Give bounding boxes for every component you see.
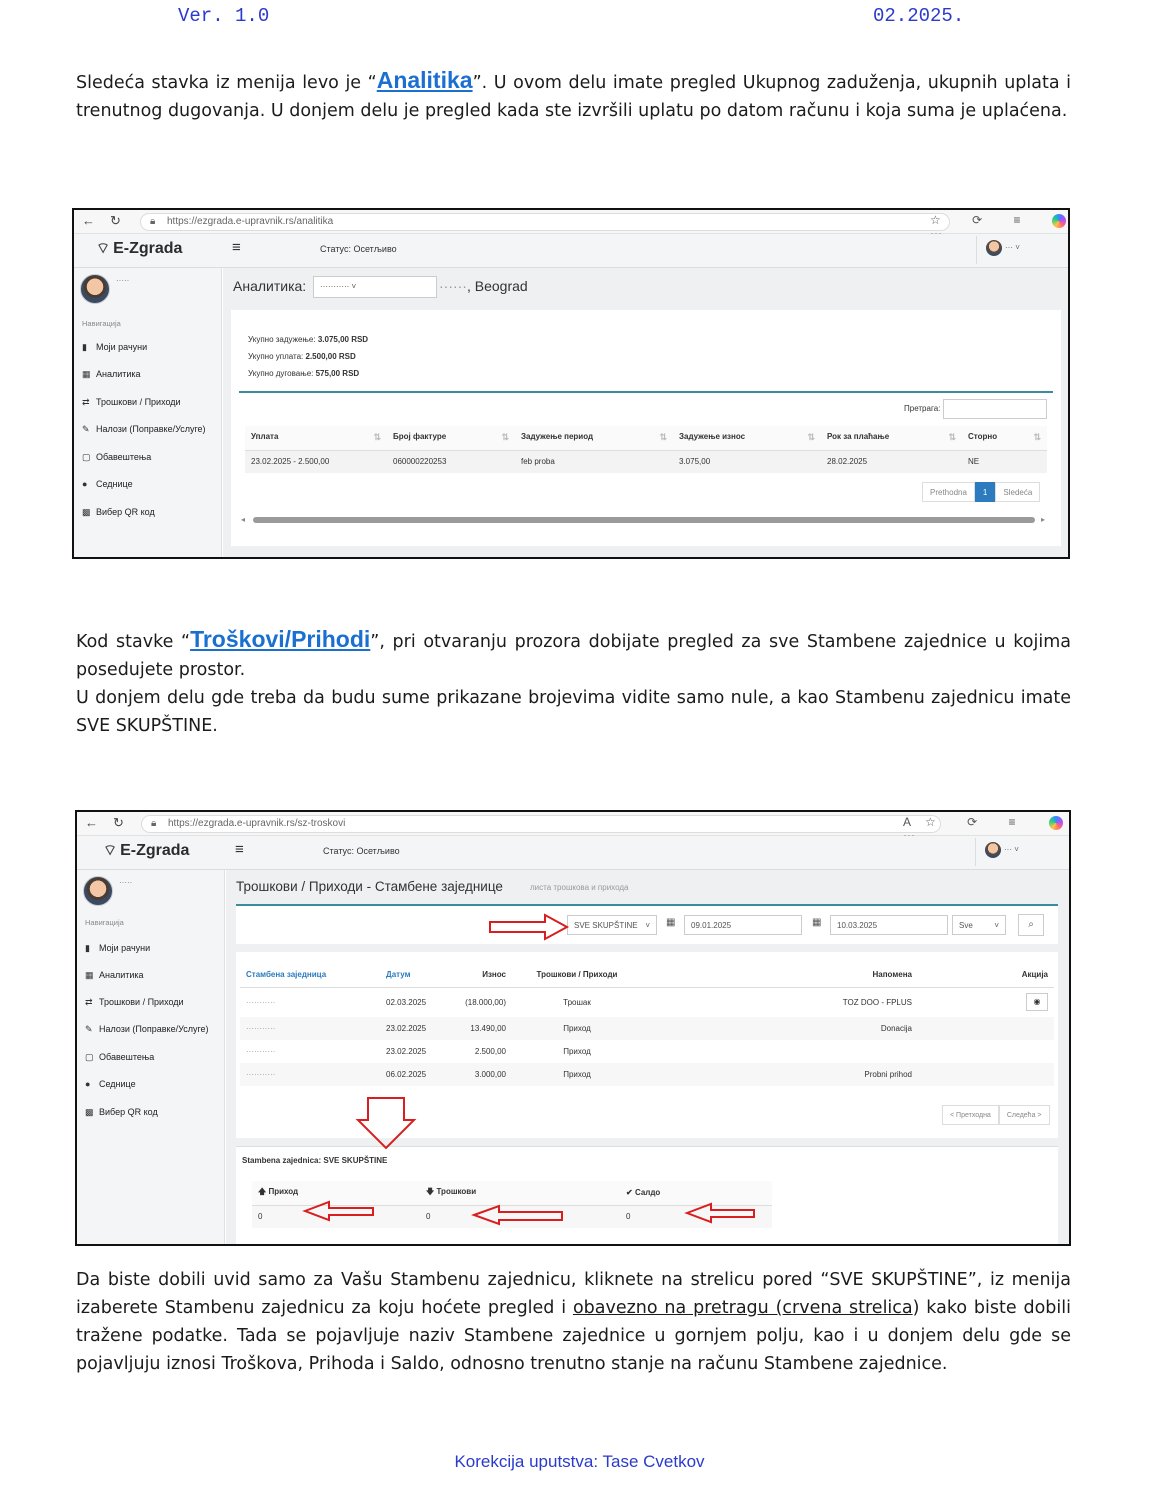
calendar-icon: ▦ [812,917,822,928]
page-title: Аналитика: [233,278,307,294]
paragraph-instrukcija: Da biste dobili uvid samo za Vašu Stambenu zajednicu, kliknete na strelicu pored “SVE SKUPŠTINE”, iz menija izaberete Stambenu zajednicu za koju hoćete pregled i obavezno na pretragu (crvena strelica) kako biste dobili tražene podatke. Tada se pojavljuje naziv Stambene zajednice u gornjem polju, kao i u donjem delu gde se pojavljuju iznosi Troškova, Prihoda i Saldo, odnosno trenutno stanje na računu Stambene zajednice. [76,1270,1071,1374]
status-text: Статус: Осетљиво [320,244,397,254]
back-icon[interactable]: ← [82,213,95,228]
browser-toolbar [77,812,1069,836]
wrench-icon: ✎ [85,1024,93,1034]
col-datum[interactable]: Датум [380,963,440,987]
copilot-icon[interactable] [1052,214,1066,228]
table-row: ··········· 23.02.2025 13.490,00 Приход Donacija [240,1017,1054,1040]
sidebar [74,268,222,557]
summary-table [252,1181,772,1228]
zajednica-select[interactable]: SVE SKUPŠTINE ˅ [567,915,657,935]
lock-icon: 🔒︎ [151,818,157,829]
sidebar-item-obavestenja[interactable]: ▢ Обавештења [82,452,152,462]
paragraph-analitika: Sledeća stavka iz menija levo je “Analitika”. U ovom delu imate pregled Ukupnog zaduženja, ukupnih uplata i trenutnog dugovanja. U donjem delu je pregled kada ste izvršili uplatu po datom računu i koja suma je uplaćena. [76,67,1071,121]
address-bar[interactable]: 🔒︎ https://ezgrada.e-upravnik.rs/sz-troskovi [141,815,941,833]
page-subtitle: листа трошкова и прихода [530,883,629,892]
chevron-down-icon: ˅ [994,921,999,930]
avatar [80,274,110,304]
main-content [223,268,1068,557]
summary-uplata: Укупно уплата: 2.500,00 RSD [248,352,356,361]
summary-title: Stambena zajednica: SVE SKUPŠTINE [242,1156,388,1165]
col-vrsta[interactable]: Трошкови / Приходи [512,963,642,987]
next-button[interactable]: Следећа > [999,1105,1050,1125]
address-bar[interactable]: 🔒︎ https://ezgrada.e-upravnik.rs/analitika [140,213,950,231]
chevron-down-icon: ˅ [645,921,650,930]
transactions-table [240,963,1054,1086]
col-zajednica[interactable]: Стамбена заједница [240,963,380,987]
lock-icon: 🔒︎ [150,216,156,227]
browser-toolbar [74,210,1068,234]
col-zaduzenje-iznos[interactable]: Задужење износ ⇅ [673,426,821,450]
col-prihod: 🡅︎ Приход [252,1181,420,1205]
hamburger-icon[interactable]: ≡ [235,841,244,858]
brand-logo[interactable]: ⌔ E-Zgrada [96,240,183,257]
col-akcija[interactable]: Акција [918,963,1054,987]
reload-icon[interactable]: ↻ [110,213,121,228]
screenshot-analitika [72,208,1070,559]
pagination [942,1105,1050,1125]
sidebar-item-analitika[interactable]: ▦ Аналитика [82,369,141,379]
col-broj-fakture[interactable]: Број фактуре ⇅ [387,426,515,450]
reload-icon[interactable]: ↻ [113,815,124,830]
summary-zaduzenje: Укупно задужење: 3.075,00 RSD [248,335,369,344]
table-row: 0 0 0 [252,1205,772,1228]
zajednica-select[interactable]: ··········· ˅ [313,276,437,298]
col-storno[interactable]: Сторно ⇅ [962,426,1047,450]
notice-icon: ▢ [85,1052,94,1062]
status-text: Статус: Осетљиво [323,846,400,856]
address-text: ······, Beograd [439,278,528,294]
col-troskovi: 🡇︎ Трошкови [420,1181,620,1205]
summary-dugovanje: Укупно дуговање: 575,00 RSD [248,369,360,378]
col-zaduzenje-period[interactable]: Задужење период ⇅ [515,426,673,450]
user-name-blurred: ····· [119,878,133,887]
file-icon: ▮ [85,943,90,953]
type-select[interactable]: Sve ˅ [952,915,1006,935]
highlight-troskovi: Troškovi/Prihodi [190,626,371,652]
sidebar [77,870,225,1244]
col-napomena[interactable]: Напомена [642,963,918,987]
table-row: ··········· 02.03.2025 (18.000,00) Трошак TOZ DOO - FPLUS ◉ [240,987,1054,1017]
table-row: 23.02.2025 - 2.500,00 060000220253 feb proba 3.075,00 28.02.2025 NE [245,450,1047,473]
highlight-analitika: Analitika [376,67,473,93]
col-rok[interactable]: Рок за плаћање ⇅ [821,426,962,450]
sidebar-item-obavestenja[interactable]: ▢ Обавештења [85,1052,155,1062]
calculator-icon: ▦ [85,970,94,980]
transactions-card [236,952,1058,1138]
avatar [986,240,1002,256]
sidebar-item-moji-racuni[interactable]: ▮ Моји рачуни [85,943,151,953]
exchange-icon: ⇄ [85,997,93,1007]
scroll-right-icon[interactable]: ▸ [1041,515,1046,524]
sidebar-item-nalozi[interactable]: ✎ Налози (Поправке/Услуге) [85,1024,209,1034]
footer-credit: Korekcija uputstva: Tase Cvetkov [454,1452,705,1471]
nav-header: Навигација [85,918,124,927]
wrench-icon: ✎ [82,424,90,434]
version-label: Ver. 1.0 [178,5,270,27]
date-to-input[interactable]: 10.03.2025 [830,915,948,935]
qr-icon: ▩ [85,1107,94,1117]
underlined-search-hint: obavezno na pretragu (crvena strelica [572,1298,913,1318]
chat-icon: ● [82,479,88,489]
app-header [74,234,1068,268]
wifi-icon: ⌔ [103,842,118,859]
view-eye-icon[interactable]: ◉ [1026,993,1048,1011]
search-input[interactable] [943,399,1047,419]
browser-icons[interactable]: ☆ ⟳ ≡ [930,213,1035,227]
browser-icons[interactable]: A☆ ⟳ ≡ [903,815,1030,829]
avatar [83,876,113,906]
sidebar-item-sednice[interactable]: ● Седнице [82,479,133,489]
col-uplata[interactable]: Уплата ⇅ [245,426,387,450]
nav-header: Навигација [82,319,121,328]
search-icon: ⌕ [1028,919,1034,930]
scroll-left-icon[interactable]: ◂ [241,515,246,524]
horizontal-scrollbar[interactable] [253,517,1035,523]
file-icon: ▮ [82,342,87,352]
sidebar-item-analitika[interactable]: ▦ Аналитика [85,970,144,980]
sidebar-item-troskovi[interactable]: ⇄ Трошкови / Приходи [82,397,181,407]
arrow-up-icon: 🡅︎ [258,1186,267,1196]
prev-button[interactable]: < Претходна [942,1105,999,1125]
divider [239,391,1053,393]
screenshot-troskovi [75,810,1071,1246]
sidebar-item-moji-racuni[interactable]: ▮ Моји рачуни [82,342,148,352]
user-name-blurred: ····· [116,276,130,285]
calculator-icon: ▦ [82,369,91,379]
hamburger-icon[interactable]: ≡ [232,239,241,256]
avatar [985,842,1001,858]
qr-icon: ▩ [82,507,91,517]
chat-icon: ● [85,1079,91,1089]
date-from-input[interactable]: 09.01.2025 [684,915,802,935]
check-icon: ✔ [626,1188,633,1198]
summary-block [248,331,368,382]
sidebar-item-troskovi[interactable]: ⇄ Трошкови / Приходи [85,997,184,1007]
main-content [226,870,1069,1244]
app-header [77,836,1069,870]
pagination [922,482,1040,502]
search-button[interactable] [1018,914,1044,936]
page-1-button[interactable]: 1 [975,482,995,502]
user-menu[interactable]: ··· ˅ [976,236,1060,264]
analytics-card [231,310,1061,546]
calendar-icon: ▦ [666,917,676,928]
table-row: ··········· 06.02.2025 3.000,00 Приход Probni prihod [240,1063,1054,1086]
summary-card [236,1146,1058,1246]
sidebar-item-viber-qr[interactable]: ▩ Вибер QR код [85,1107,158,1117]
table-row: ··········· 23.02.2025 2.500,00 Приход [246,1047,591,1056]
search-label: Претрага: [904,404,941,413]
page-title: Трошкови / Приходи - Стамбене заједнице [236,879,503,894]
paragraph-troskovi: Kod stavke “Troškovi/Prihodi”, pri otvaranju prozora dobijate pregled za sve Stambene zajednice u kojima posedujete prostor. U donjem delu gde treba da budu sume prikazane brojevima vidite samo nule, a kao Stambenu zajednicu imate SVE SKUPŠTINE. [76,626,1071,736]
payments-table [245,426,1047,473]
user-menu[interactable]: ··· ˅ [975,838,1059,866]
back-icon[interactable]: ← [85,815,98,830]
filter-card [236,904,1058,944]
sidebar-item-nalozi[interactable]: ✎ Налози (Поправке/Услуге) [82,424,206,434]
copilot-icon[interactable] [1049,816,1063,830]
wifi-icon: ⌔ [96,240,111,257]
notice-icon: ▢ [82,452,91,462]
next-button[interactable]: Sledeća [995,482,1040,502]
col-iznos[interactable]: Износ [440,963,512,987]
col-saldo: ✔ Салдо [620,1181,772,1205]
arrow-down-icon: 🡇︎ [426,1186,435,1196]
sidebar-item-sednice[interactable]: ● Седнице [85,1079,136,1089]
brand-logo[interactable]: ⌔ E-Zgrada [103,842,190,859]
date-label: 02.2025. [873,5,965,27]
sidebar-item-viber-qr[interactable]: ▩ Вибер QR код [82,507,155,517]
exchange-icon: ⇄ [82,397,90,407]
prev-button[interactable]: Prethodna [922,482,975,502]
